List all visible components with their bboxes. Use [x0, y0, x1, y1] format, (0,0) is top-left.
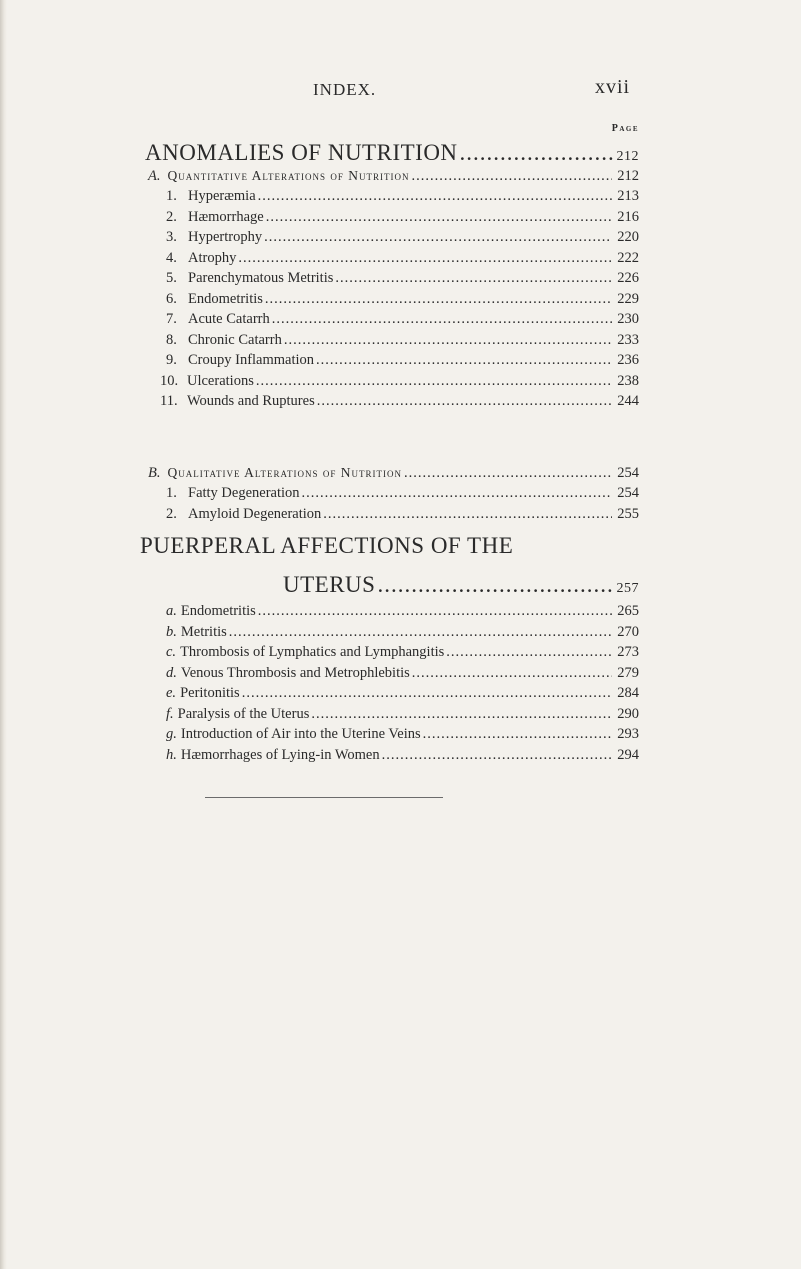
entry-number: 1. [166, 485, 177, 501]
entry-number: 1. [166, 188, 177, 204]
entry-number: 10. [160, 372, 179, 389]
index-entry [166, 332, 639, 352]
page-header [0, 76, 801, 104]
entry-letter: b. [166, 623, 177, 640]
entry-number: 9. [166, 352, 177, 368]
group-heading: Quantitative Alterations of Nutrition [167, 168, 410, 183]
dot-leader [256, 373, 612, 390]
dot-leader [317, 393, 613, 410]
entry-label: Acute Catarrh [188, 311, 270, 327]
entry-number: 8. [166, 331, 177, 348]
dot-leader [446, 644, 612, 661]
dot-leader [272, 311, 613, 328]
entry-page-number: 284 [617, 685, 639, 701]
dot-leader [460, 140, 615, 166]
entry-letter: f. [166, 705, 174, 722]
group-heading-row [148, 465, 639, 485]
index-entry [166, 644, 639, 664]
dot-leader [265, 291, 612, 308]
index-entry [166, 311, 639, 331]
running-head: INDEX. [313, 80, 377, 99]
entry-number: 4. [166, 249, 177, 266]
entry-page-number: 254 [617, 485, 639, 501]
entry-label: Venous Thrombosis and Metrophlebitis [180, 664, 410, 681]
dot-leader [423, 726, 613, 743]
entry-page-number: 265 [617, 603, 639, 619]
entry-page-number: 254 [617, 465, 639, 481]
entry-letter: a. [166, 603, 177, 619]
entry-label: Peritonitis [180, 685, 240, 701]
entry-label: Hypertrophy [188, 229, 263, 245]
entry-label: Ulcerations [187, 372, 254, 389]
index-entry [166, 726, 639, 746]
dot-leader [284, 332, 612, 349]
section-title-text: UTERUS [283, 572, 376, 597]
entry-label: Wounds and Ruptures [187, 393, 315, 409]
dot-leader [335, 270, 612, 287]
dot-leader [412, 168, 613, 185]
entry-label: Hæmorrhage [188, 208, 264, 225]
entry-label: Endometritis [188, 290, 263, 307]
entry-page-number: 238 [617, 372, 639, 389]
entry-page-number: 229 [617, 290, 639, 307]
entry-label: Atrophy [188, 249, 237, 266]
dot-leader [266, 209, 613, 226]
entry-letter: g. [166, 726, 177, 742]
dot-leader [323, 506, 612, 523]
entry-page-number: 212 [617, 168, 639, 184]
entry-label: Hæmorrhages of Lying-in Women [180, 746, 380, 763]
entry-page-number: 216 [617, 208, 639, 225]
entry-page-number: 255 [617, 505, 639, 522]
dot-leader [242, 685, 613, 702]
section-page-number: 257 [616, 581, 639, 596]
index-entry [166, 624, 639, 644]
entry-label: Croupy Inflammation [188, 352, 315, 368]
group-heading: Qualitative Alterations of Nutrition [167, 465, 403, 480]
entry-label: Introduction of Air into the Uterine Veins [180, 726, 421, 742]
entry-number: 11. [160, 393, 178, 409]
entry-letter: d. [166, 664, 177, 681]
entry-page-number: 226 [617, 270, 639, 286]
page-edge-shadow [0, 0, 7, 1269]
entry-label: Hyperæmia [188, 188, 256, 204]
dot-leader [311, 706, 612, 723]
entry-number: 7. [166, 311, 177, 327]
index-entry [166, 603, 639, 623]
group-letter: A. [148, 168, 161, 184]
index-entry [166, 229, 639, 249]
dot-leader [316, 352, 612, 369]
group-heading-row [148, 168, 639, 188]
index-entry [160, 373, 639, 393]
section-title-anomalies [145, 140, 639, 166]
section-page-number: 212 [616, 149, 639, 164]
index-entry [160, 393, 639, 413]
index-entry [166, 665, 639, 685]
entry-label: Metritis [180, 623, 227, 640]
index-entry [166, 485, 639, 505]
entry-page-number: 294 [617, 746, 639, 763]
entry-page-number: 222 [617, 249, 639, 266]
index-entry [166, 685, 639, 705]
entry-number: 3. [166, 229, 177, 245]
index-entry [166, 270, 639, 290]
entry-page-number: 244 [617, 393, 639, 409]
entry-page-number: 270 [617, 623, 639, 640]
index-entry [166, 747, 639, 767]
section-title-puerperal-line1: PUERPERAL AFFECTIONS OF THE [140, 533, 514, 558]
index-entry [166, 352, 639, 372]
dot-leader [258, 603, 612, 620]
dot-leader [412, 665, 612, 682]
dot-leader [264, 229, 612, 246]
entry-label: Fatty Degeneration [188, 485, 300, 501]
entry-number: 2. [166, 505, 177, 522]
entry-page-number: 290 [617, 705, 639, 722]
section-title-puerperal-line2 [283, 572, 639, 598]
entry-page-number: 279 [617, 664, 639, 681]
entry-page-number: 213 [617, 188, 639, 204]
index-entry [166, 250, 639, 270]
entry-label: Chronic Catarrh [188, 331, 282, 348]
end-rule [205, 797, 443, 798]
entry-label: Endometritis [180, 603, 256, 619]
entry-page-number: 273 [617, 644, 639, 660]
dot-leader [382, 747, 613, 764]
page-folio: xvii [595, 76, 631, 98]
dot-leader [238, 250, 612, 267]
entry-number: 2. [166, 208, 177, 225]
index-entry [166, 706, 639, 726]
page-column-label: Page [611, 123, 639, 134]
entry-number: 6. [166, 290, 177, 307]
dot-leader [404, 465, 612, 482]
entry-letter: h. [166, 746, 177, 763]
entry-letter: e. [166, 685, 177, 701]
entry-page-number: 230 [617, 311, 639, 327]
entry-label: Parenchymatous Metritis [188, 270, 334, 286]
dot-leader [377, 572, 614, 598]
index-entry [166, 506, 639, 526]
entry-label: Paralysis of the Uterus [177, 705, 310, 722]
entry-label: Amyloid Degeneration [188, 505, 322, 522]
entry-page-number: 233 [617, 331, 639, 348]
dot-leader [258, 188, 613, 205]
entry-page-number: 293 [617, 726, 639, 742]
entry-label: Thrombosis of Lymphatics and Lymphangitis [180, 644, 445, 660]
index-entry [166, 209, 639, 229]
index-entry [166, 291, 639, 311]
entry-number: 5. [166, 270, 177, 286]
dot-leader [229, 624, 612, 641]
entry-page-number: 236 [617, 352, 639, 368]
index-entry [166, 188, 639, 208]
entry-page-number: 220 [617, 229, 639, 245]
group-letter: B. [148, 465, 161, 481]
dot-leader [302, 485, 613, 502]
section-title-text: ANOMALIES OF NUTRITION [145, 140, 458, 165]
entry-letter: c. [166, 644, 177, 660]
